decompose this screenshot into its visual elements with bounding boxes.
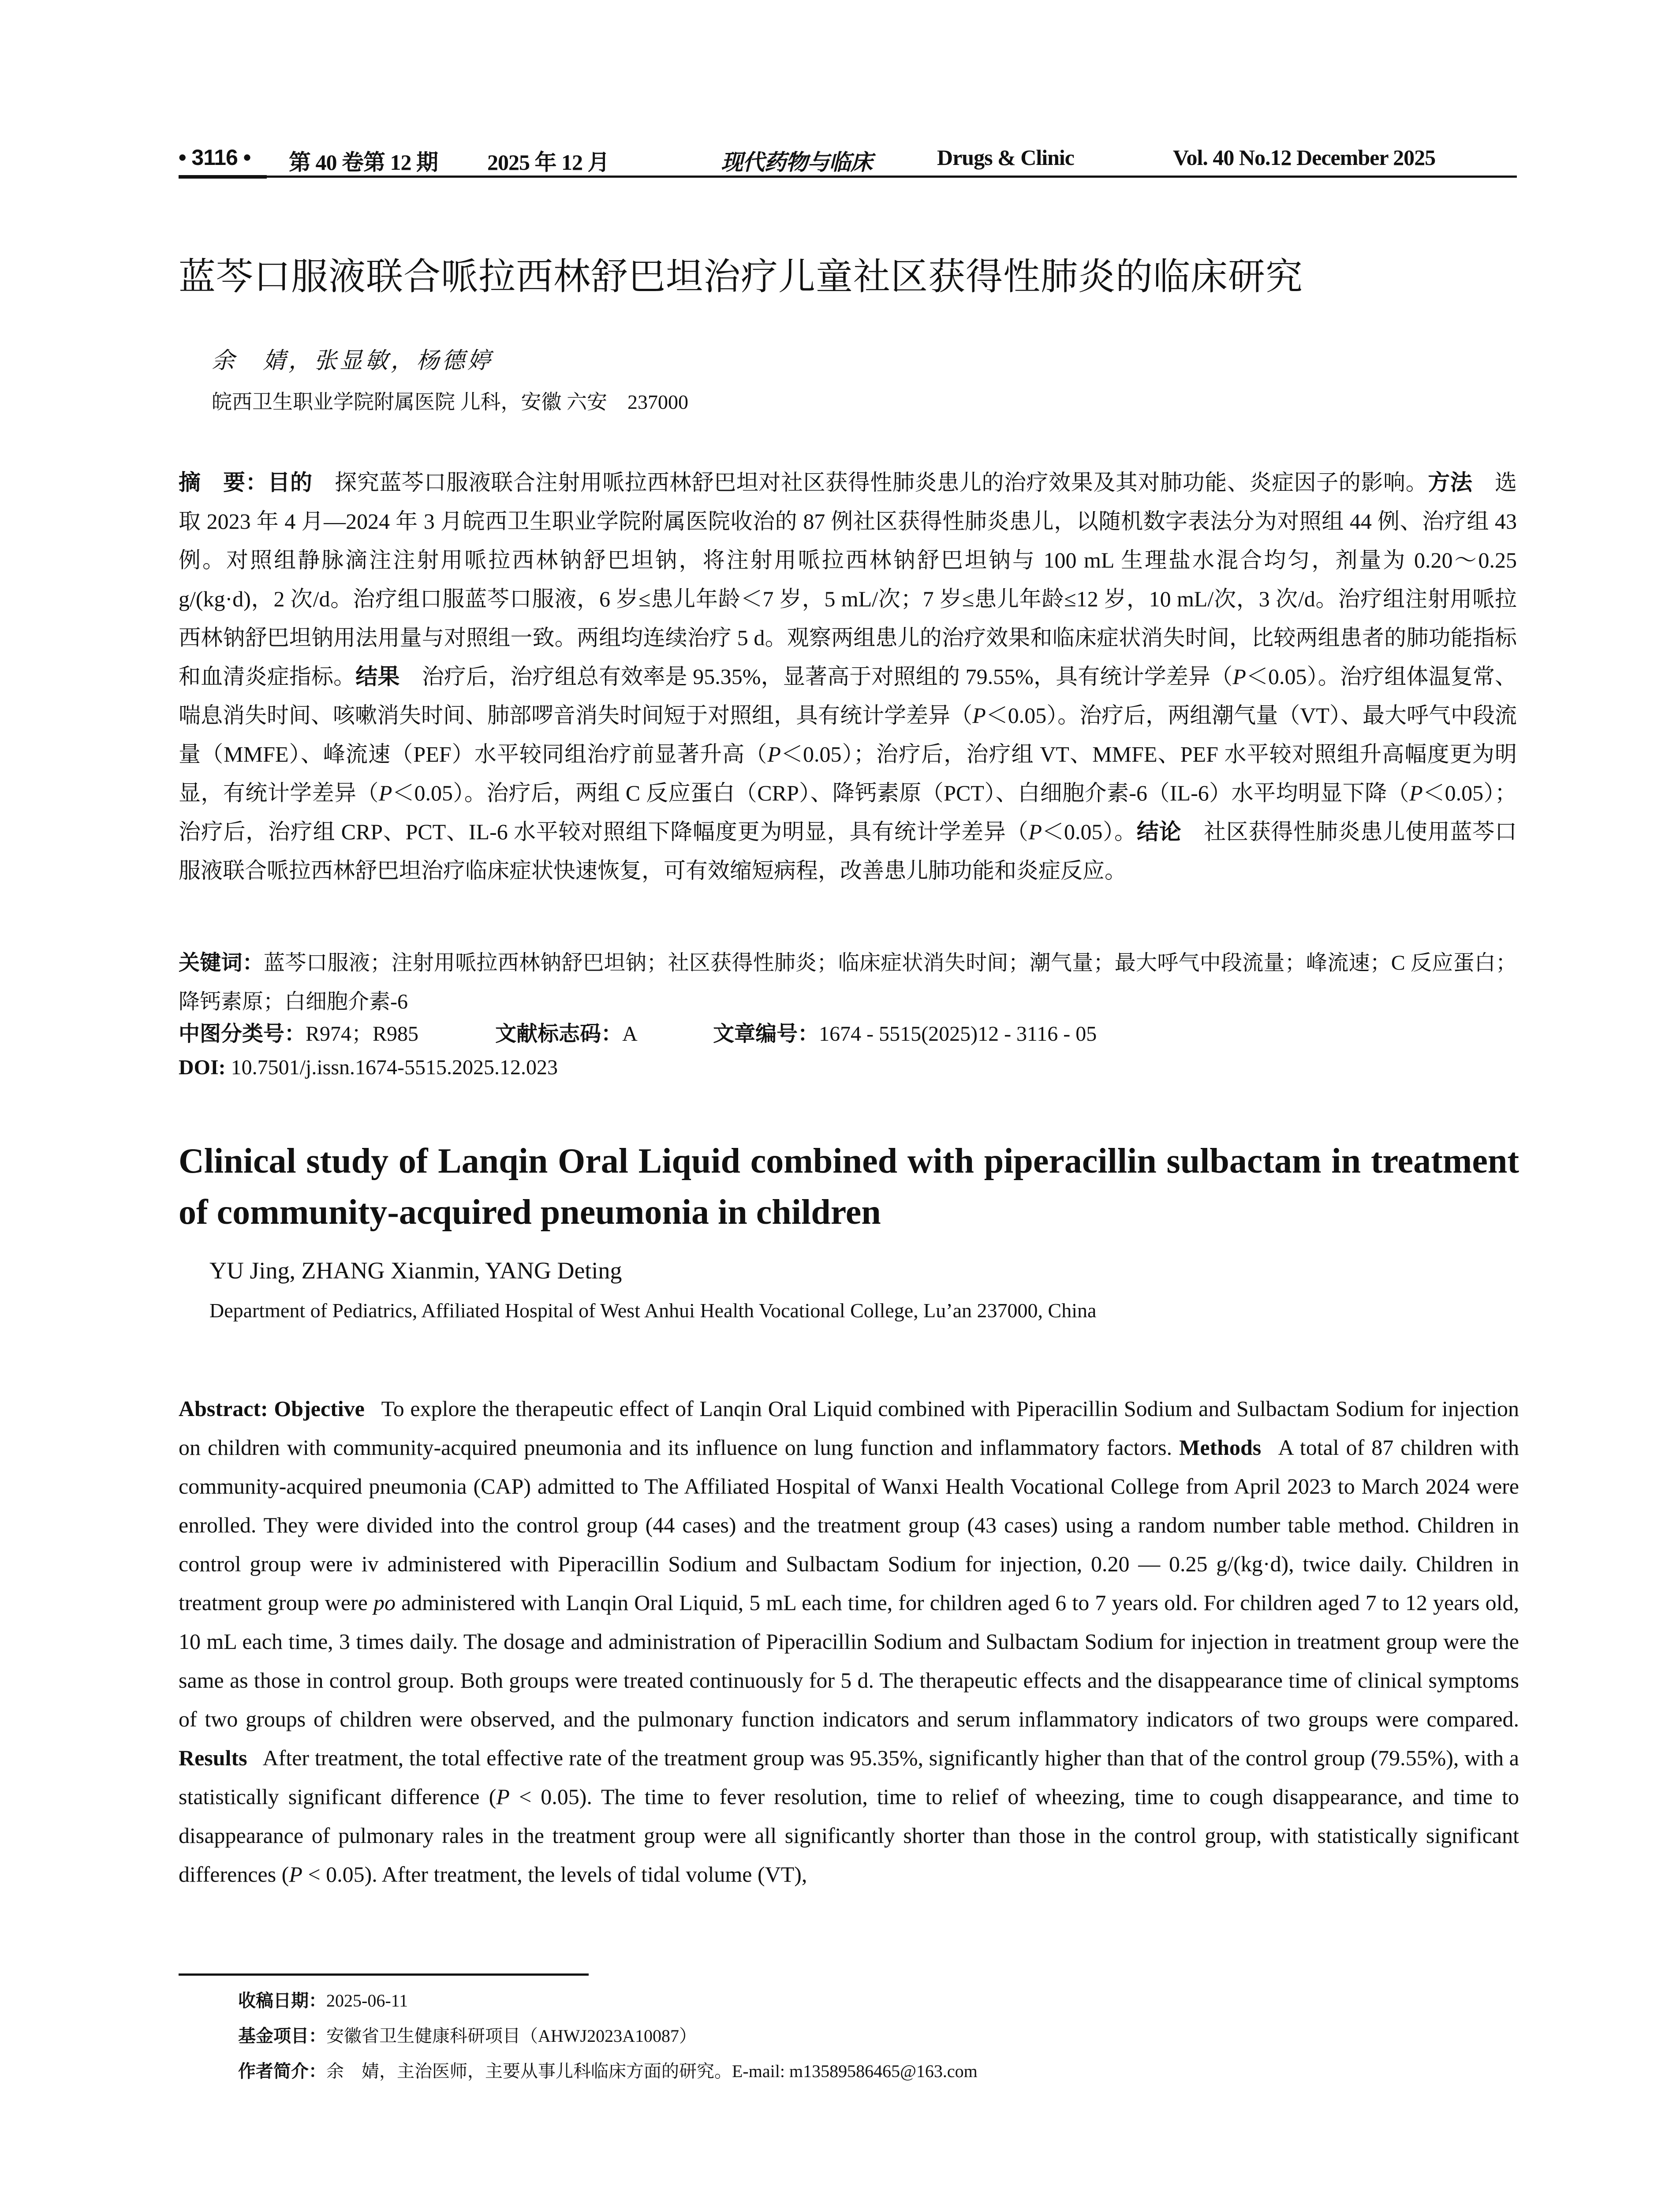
received-label: 收稿日期： <box>238 1991 326 2011</box>
results-text-cn-6: ＜0.05）；治疗后，治疗组 CRP、PCT、IL-6 水平较对照组下降幅度更为明显，具有统计学差异（ <box>179 781 1517 844</box>
methods-label-cn: 方法 <box>1428 470 1473 495</box>
received-value: 2025-06-11 <box>326 1991 408 2011</box>
results-text-en-2: < 0.05). The time to fever resolution, time to relief of wheezing, time to cough disappearance, and time to disappearance of pulmonary rales in the treatment group were all significantly shorter than those in the control group, with statistically significant differences ( <box>179 1784 1519 1887</box>
abstract-label-en: Abstract: <box>179 1396 268 1421</box>
doi-label: DOI: <box>179 1056 226 1079</box>
abstract-cn <box>179 463 1517 890</box>
footnote-rule <box>179 1973 589 1976</box>
p-symbol: P <box>496 1784 510 1809</box>
results-label-cn: 结果 <box>355 664 400 689</box>
methods-text-en-1: A total of 87 children with community-acquired pneumonia (CAP) admitted to The Affiliated Hospital of Wanxi Health Vocational College from April 2023 to March 2024 were enrolled. They were divided into the control group (44 cases) and the treatment group (43 cases) using a random number table method. Children in control group were iv administered with Piperacillin Sodium and Sulbactam Sodium for injection, 0.20 — 0.25 g/(kg·d), twice daily. Children in treatment group were <box>179 1435 1519 1615</box>
objective-label-en: Objective <box>274 1396 365 1421</box>
p-symbol: P <box>972 703 986 728</box>
p-symbol: P <box>1028 819 1042 844</box>
fund-label: 基金项目： <box>238 2026 326 2046</box>
abstract-en <box>179 1389 1519 1894</box>
p-symbol: P <box>767 742 781 766</box>
affiliation-cn: 皖西卫生职业学院附属医院 儿科，安徽 六安 237000 <box>212 391 688 413</box>
results-label-en: Results <box>179 1745 247 1770</box>
keywords-cn <box>179 944 1517 1021</box>
results-text-cn-4: ＜0.05）；治疗后，治疗组 VT、MMFE、PEF 水平较对照组升高幅度更为明显，有统计学差异（ <box>179 742 1517 805</box>
title-en: Clinical study of Lanqin Oral Liquid combined with piperacillin sulbactam in treatment of community-acquired pneumonia in children <box>179 1142 1519 1232</box>
p-symbol: P <box>1409 781 1423 805</box>
objective-text-en: To explore the therapeutic effect of Lanqin Oral Liquid combined with Piperacillin Sodium and Sulbactam Sodium for injection on children with community-acquired pneumonia and its influence on lung function and inflammatory factors. <box>179 1396 1519 1460</box>
po-term: po <box>373 1590 396 1615</box>
journal-name-cn: 现代药物与临床 <box>721 150 872 175</box>
results-text-cn-7: ＜0.05）。 <box>1042 819 1137 844</box>
results-text-en-3: < 0.05). After treatment, the levels of tidal volume (VT), <box>308 1862 807 1887</box>
conclusion-text-cn: 社区获得性肺炎患儿使用蓝芩口服液联合哌拉西林舒巴坦治疗临床症状快速恢复，可有效缩短病程，改善患儿肺功能和炎症反应。 <box>179 819 1517 883</box>
results-text-cn-5: ＜0.05）。治疗后，两组 C 反应蛋白（CRP）、降钙素原（PCT）、白细胞介素-6（IL-6）水平均明显下降（ <box>392 781 1410 805</box>
journal-name-en: Drugs & Clinic <box>937 145 1074 170</box>
methods-text-en-2: administered with Lanqin Oral Liquid, 5 mL each time, for children aged 6 to 7 years old. For children aged 7 to 12 years old, 10 mL each time, 3 times daily. The dosage and administration of Piperacillin Sodium and Sulbactam Sodium for injection in treatment group were the same as those in control group. Both groups were treated continuously for 5 d. The therapeutic effects and the disappearance time of clinical symptoms of two groups of children were observed, and the pulmonary function indicators and serum inflammatory indicators of two groups were compared. <box>179 1590 1519 1731</box>
issue-date-cn: 2025 年 12 月 <box>487 150 609 175</box>
author-bio-label: 作者简介： <box>238 2062 326 2081</box>
results-text-en-1: After treatment, the total effective rate of the treatment group was 95.35%, significantly higher than that of the control group (79.55%), with a statistically significant difference ( <box>179 1745 1519 1809</box>
clc-label: 中图分类号： <box>179 1022 306 1046</box>
clc-value: R974；R985 <box>306 1022 419 1046</box>
fund-value: 安徽省卫生健康科研项目（AHWJ2023A10087） <box>326 2026 697 2046</box>
doc-code-label: 文献标志码： <box>495 1022 623 1046</box>
footnote-received <box>238 1987 408 2012</box>
header-rule <box>179 176 1517 178</box>
header-rule-accent <box>179 175 267 179</box>
doi-line <box>179 1055 558 1080</box>
keywords-label-cn: 关键词： <box>179 951 264 975</box>
methods-label-en: Methods <box>1179 1435 1262 1460</box>
footnote-author <box>238 2057 978 2082</box>
p-symbol: P <box>1232 664 1246 689</box>
p-symbol: P <box>378 781 392 805</box>
footnote-fund <box>238 2022 697 2047</box>
authors-en: YU Jing, ZHANG Xianmin, YANG Deting <box>209 1257 622 1284</box>
author-bio-value: 余 婧，主治医师，主要从事儿科临床方面的研究。E-mail: m13589586465@163.com <box>326 2061 978 2081</box>
classification-line <box>179 1017 1097 1047</box>
running-header <box>179 141 1517 176</box>
page-number: • 3116 • <box>179 145 251 170</box>
affiliation-en: Department of Pediatrics, Affiliated Hospital of West Anhui Health Vocational College, Lu’an 237000, China <box>209 1299 1097 1322</box>
abstract-label-cn: 摘 要： <box>179 470 268 495</box>
objective-text-cn: 探究蓝芩口服液联合注射用哌拉西林舒巴坦对社区获得性肺炎患儿的治疗效果及其对肺功能、炎症因子的影响。 <box>334 470 1428 495</box>
results-text-cn-1: 治疗后，治疗组总有效率是 95.35%，显著高于对照组的 79.55%，具有统计学差异（ <box>422 664 1233 689</box>
title-cn: 蓝芩口服液联合哌拉西林舒巴坦治疗儿童社区获得性肺炎的临床研究 <box>179 256 1303 297</box>
doc-code-value: A <box>622 1022 637 1046</box>
article-no-label: 文章编号： <box>713 1022 819 1046</box>
article-no-value: 1674 - 5515(2025)12 - 3116 - 05 <box>819 1022 1097 1046</box>
keywords-text-cn: 蓝芩口服液；注射用哌拉西林钠舒巴坦钠；社区获得性肺炎；临床症状消失时间；潮气量；最大呼气中段流量；峰流速；C 反应蛋白；降钙素原；白细胞介素-6 <box>179 951 1517 1013</box>
authors-cn: 余 婧，张显敏，杨德婷 <box>212 348 493 374</box>
conclusion-label-cn: 结论 <box>1136 819 1182 844</box>
volume-issue-en: Vol. 40 No.12 December 2025 <box>1173 145 1436 170</box>
methods-text-cn: 选取 2023 年 4 月—2024 年 3 月皖西卫生职业学院附属医院收治的 87 例社区获得性肺炎患儿，以随机数字表法分为对照组 44 例、治疗组 43 例。对照组静脉滴注注射用哌拉西林钠舒巴坦钠，将注射用哌拉西林钠舒巴坦钠与 100 mL 生理盐水混合均匀，剂量为 0.20～0.25 g/(kg·d)，2 次/d。治疗组口服蓝芩口服液，6 岁≤患儿年龄＜7 岁，5 mL/次；7 岁≤患儿年龄≤12 岁，10 mL/次，3 次/d。治疗组注射用哌拉西林钠舒巴坦钠用法用量与对照组一致。两组均连续治疗 5 d。观察两组患儿的治疗效果和临床症状消失时间，比较两组患者的肺功能指标和血清炎症指标。 <box>179 470 1517 689</box>
objective-label-cn: 目的 <box>268 470 313 495</box>
results-text-cn-3: ＜0.05）。治疗后，两组潮气量（VT）、最大呼气中段流量（MMFE）、峰流速（PEF）水平较同组治疗前显著升高（ <box>179 703 1517 766</box>
doi-value[interactable]: 10.7501/j.issn.1674-5515.2025.12.023 <box>231 1056 558 1079</box>
volume-issue-cn: 第 40 卷第 12 期 <box>289 150 438 175</box>
p-symbol: P <box>289 1862 302 1887</box>
results-text-cn-2: ＜0.05）。治疗组体温复常、喘息消失时间、咳嗽消失时间、肺部啰音消失时间短于对照组，具有统计学差异（ <box>179 664 1517 728</box>
